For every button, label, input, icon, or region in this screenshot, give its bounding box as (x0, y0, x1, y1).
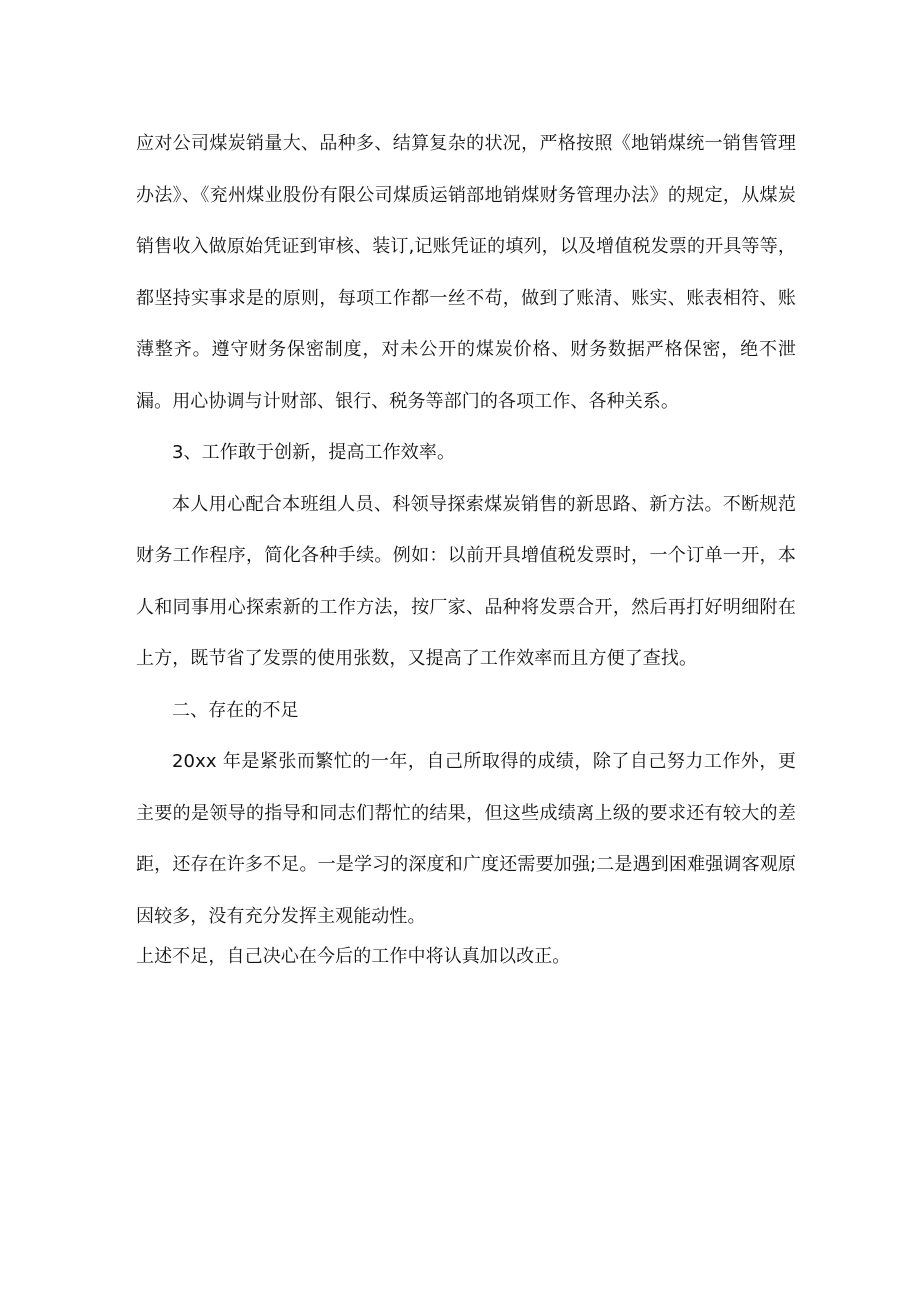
paragraph-shortcomings: 20xx 年是紧张而繁忙的一年，自己所取得的成绩，除了自己努力工作外，更主要的是领导的指导和同志们帮忙的结果，但这些成绩离上级的要求还有较大的差距，还存在许多不足。一是学习的深度和广度还需要加强;二是遇到困难强调客观原因较多，没有充分发挥主观能动性。 (136, 751, 796, 927)
paragraph-innovation: 本人用心配合本班组人员、科领导探索煤炭销售的新思路、新方法。不断规范财务工作程序，简化各种手续。例如：以前开具增值税发票时，一个订单一开，本人和同事用心探索新的工作方法，按厂家、品种将发票合开，然后再打好明细附在上方，既节省了发票的使用张数，又提高了工作效率而且方便了查找。 (136, 493, 796, 669)
document-body (136, 118, 796, 972)
paragraph-conclusion: 上述不足，自己决心在今后的工作中将认真加以改正。 (136, 946, 571, 967)
heading-innovation: 3、工作敢于创新，提高工作效率。 (172, 442, 456, 463)
heading-shortcomings: 二、存在的不足 (172, 699, 299, 721)
paragraph-financial-management: 应对公司煤炭销量大、品种多、结算复杂的状况，严格按照《地销煤统一销售管理办法》、《兖州煤业股份有限公司煤质运销部地销煤财务管理办法》的规定，从煤炭销售收入做原始凭证到审核、装订,记账凭证的填列，以及增值税发票的开具等等，都坚持实事求是的原则，每项工作都一丝不苟，做到了账清、账实、账表相符、账薄整齐。遵守财务保密制度，对未公开的煤炭价格、财务数据严格保密，绝不泄漏。用心协调与计财部、银行、税务等部门的各项工作、各种关系。 (136, 133, 796, 412)
